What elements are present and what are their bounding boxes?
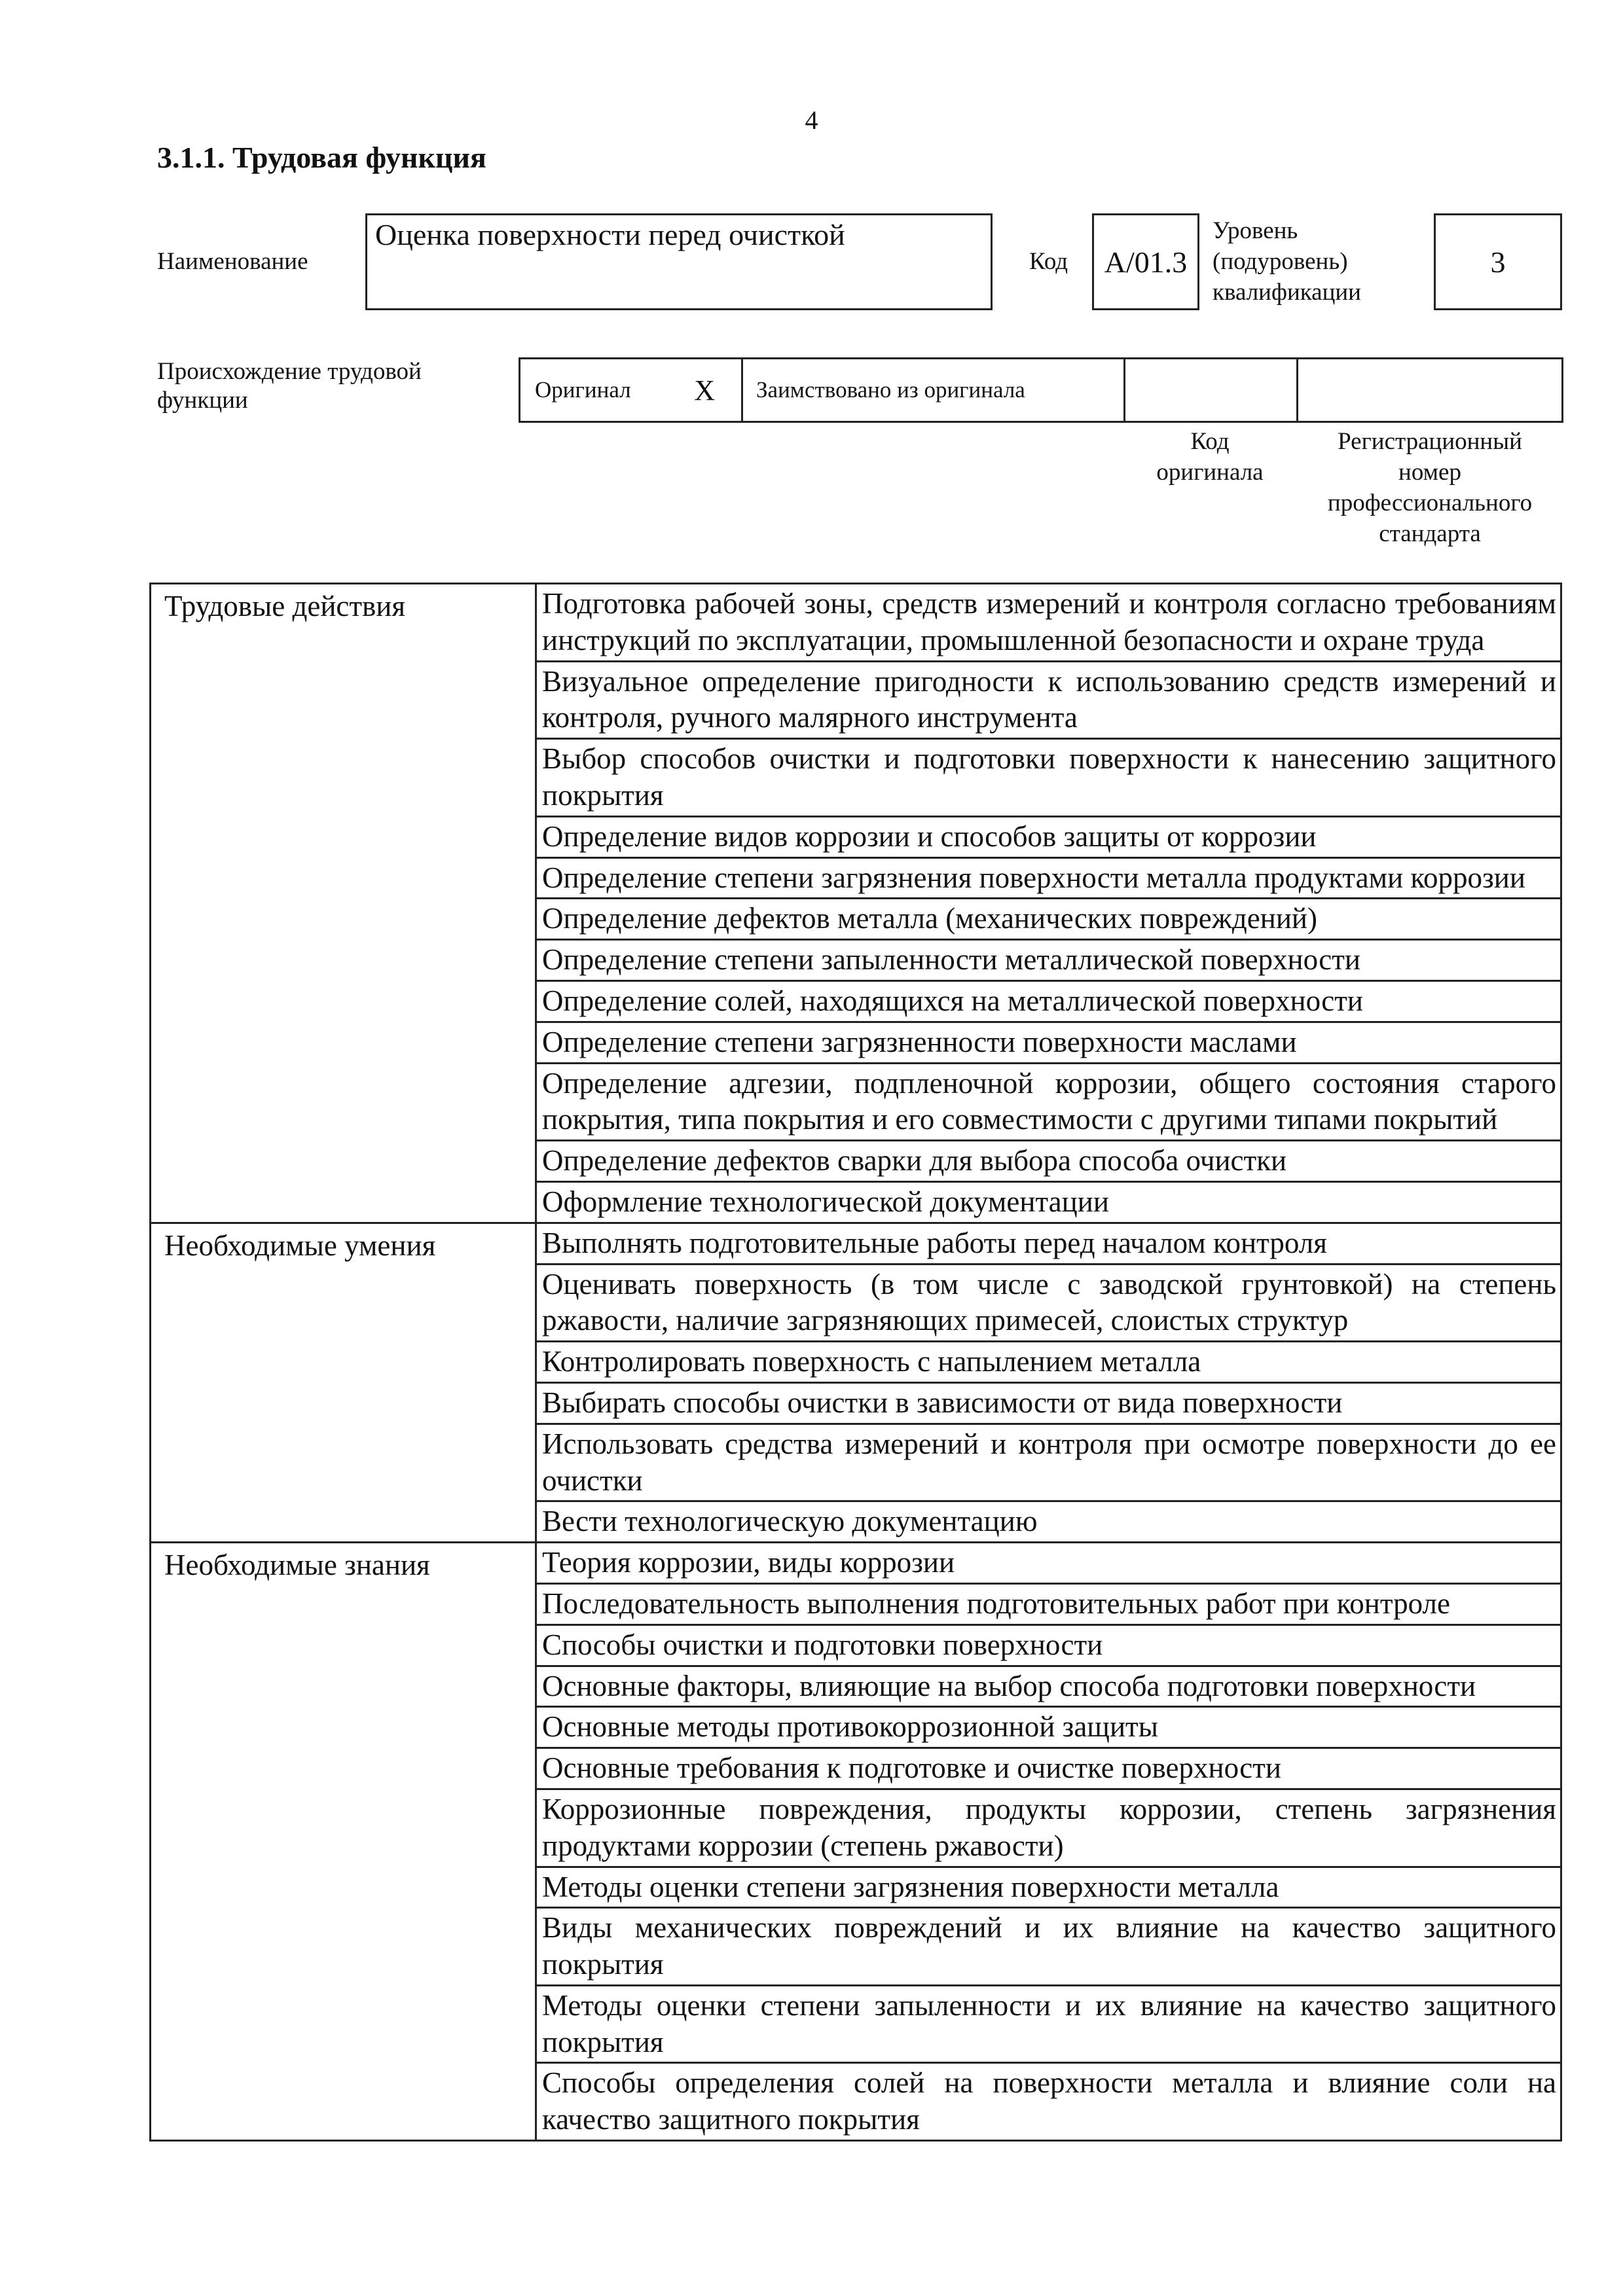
table-row [151, 584, 1561, 662]
origin-reg-cell [1298, 359, 1561, 421]
section-item: Выбирать способы очистки в зависимости от вида поверхности [536, 1382, 1561, 1424]
origin-code-cell [1125, 359, 1298, 421]
caption-line: профессионального [1327, 489, 1533, 516]
name-value: Оценка поверхности перед очисткой [365, 213, 993, 310]
section-item: Подготовка рабочей зоны, средств измерений и контроля согласно требованиям инструкций по эксплуатации, промышленной безопасности и охране труда [536, 584, 1561, 662]
section-item: Коррозионные повреждения, продукты коррозии, степень загрязнения продуктами коррозии (степень ржавости) [536, 1789, 1561, 1867]
level-label [1213, 216, 1361, 308]
section-item: Методы оценки степени запыленности и их влияние на качество защитного покрытия [536, 1985, 1561, 2063]
function-table [149, 583, 1562, 2142]
section-item: Способы очистки и подготовки поверхности [536, 1624, 1561, 1666]
section-category: Необходимые умения [151, 1223, 536, 1542]
origin-label [157, 357, 422, 416]
origin-label-line: Происхождение трудовой [157, 358, 422, 385]
table-row [151, 1223, 1561, 1264]
section-item: Основные факторы, влияющие на выбор способа подготовки поверхности [536, 1666, 1561, 1707]
section-category: Трудовые действия [151, 584, 536, 1223]
origin-original-label: Оригинал [535, 377, 631, 403]
section-item: Определение адгезии, подпленочной коррозии, общего состояния старого покрытия, типа покрытия и его совместимости с другими типами покрытий [536, 1063, 1561, 1141]
section-item: Основные методы противокоррозионной защиты [536, 1707, 1561, 1748]
section-item: Определение солей, находящихся на металлической поверхности [536, 980, 1561, 1022]
caption-line: стандарта [1379, 520, 1481, 547]
level-label-line: квалификации [1213, 278, 1361, 306]
section-item: Последовательность выполнения подготовительных работ при контроле [536, 1583, 1561, 1624]
name-label: Наименование [157, 248, 308, 275]
section-item: Вести технологическую документацию [536, 1501, 1561, 1543]
level-label-line: (подуровень) [1213, 247, 1348, 275]
caption-line: оригинала [1156, 458, 1264, 486]
origin-borrowed-cell [743, 359, 1125, 421]
section-item: Контролировать поверхность с напылением металла [536, 1342, 1561, 1383]
origin-original-mark: X [694, 374, 715, 406]
caption-line: Код [1190, 428, 1230, 455]
code-original-caption [1123, 427, 1296, 488]
section-item: Определение видов коррозии и способов защиты от коррозии [536, 816, 1561, 857]
section-item: Основные требования к подготовке и очистке поверхности [536, 1748, 1561, 1789]
section-item: Виды механических повреждений и их влияние на качество защитного покрытия [536, 1908, 1561, 1986]
section-item: Использовать средства измерений и контроля при осмотре поверхности до ее очистки [536, 1424, 1561, 1501]
section-item: Оформление технологической документации [536, 1181, 1561, 1223]
section-item: Методы оценки степени загрязнения поверхности металла [536, 1867, 1561, 1908]
section-item: Оценивать поверхность (в том числе с заводской грунтовкой) на степень ржавости, наличие загрязняющих примесей, слоистых структур [536, 1264, 1561, 1342]
reg-number-caption [1296, 427, 1563, 550]
section-item: Выбор способов очистки и подготовки поверхности к нанесению защитного покрытия [536, 739, 1561, 817]
page-number: 4 [805, 105, 818, 135]
section-item: Выполнять подготовительные работы перед началом контроля [536, 1223, 1561, 1264]
level-label-line: Уровень [1213, 217, 1298, 244]
section-title: 3.1.1. Трудовая функция [157, 141, 486, 174]
code-value: A/01.3 [1092, 213, 1199, 310]
section-item: Определение степени загрязненности поверхности маслами [536, 1022, 1561, 1063]
code-label: Код [1029, 248, 1068, 275]
origin-label-line: функции [157, 387, 248, 414]
section-item: Определение степени запыленности металлической поверхности [536, 940, 1561, 981]
origin-table [519, 357, 1563, 423]
origin-original-cell [520, 359, 743, 421]
level-value: 3 [1434, 213, 1562, 310]
section-item: Определение дефектов сварки для выбора способа очистки [536, 1141, 1561, 1182]
section-item: Способы определения солей на поверхности металла и влияние соли на качество защитного покрытия [536, 2063, 1561, 2141]
section-category: Необходимые знания [151, 1543, 536, 2141]
caption-line: номер [1398, 458, 1461, 486]
origin-borrowed-label: Заимствовано из оригинала [756, 377, 1025, 403]
caption-line: Регистрационный [1338, 428, 1522, 455]
section-item: Определение дефектов металла (механических повреждений) [536, 899, 1561, 940]
table-row [151, 1543, 1561, 1584]
section-item: Теория коррозии, виды коррозии [536, 1543, 1561, 1584]
section-item: Определение степени загрязнения поверхности металла продуктами коррозии [536, 857, 1561, 899]
section-item: Визуальное определение пригодности к использованию средств измерений и контроля, ручного малярного инструмента [536, 661, 1561, 739]
